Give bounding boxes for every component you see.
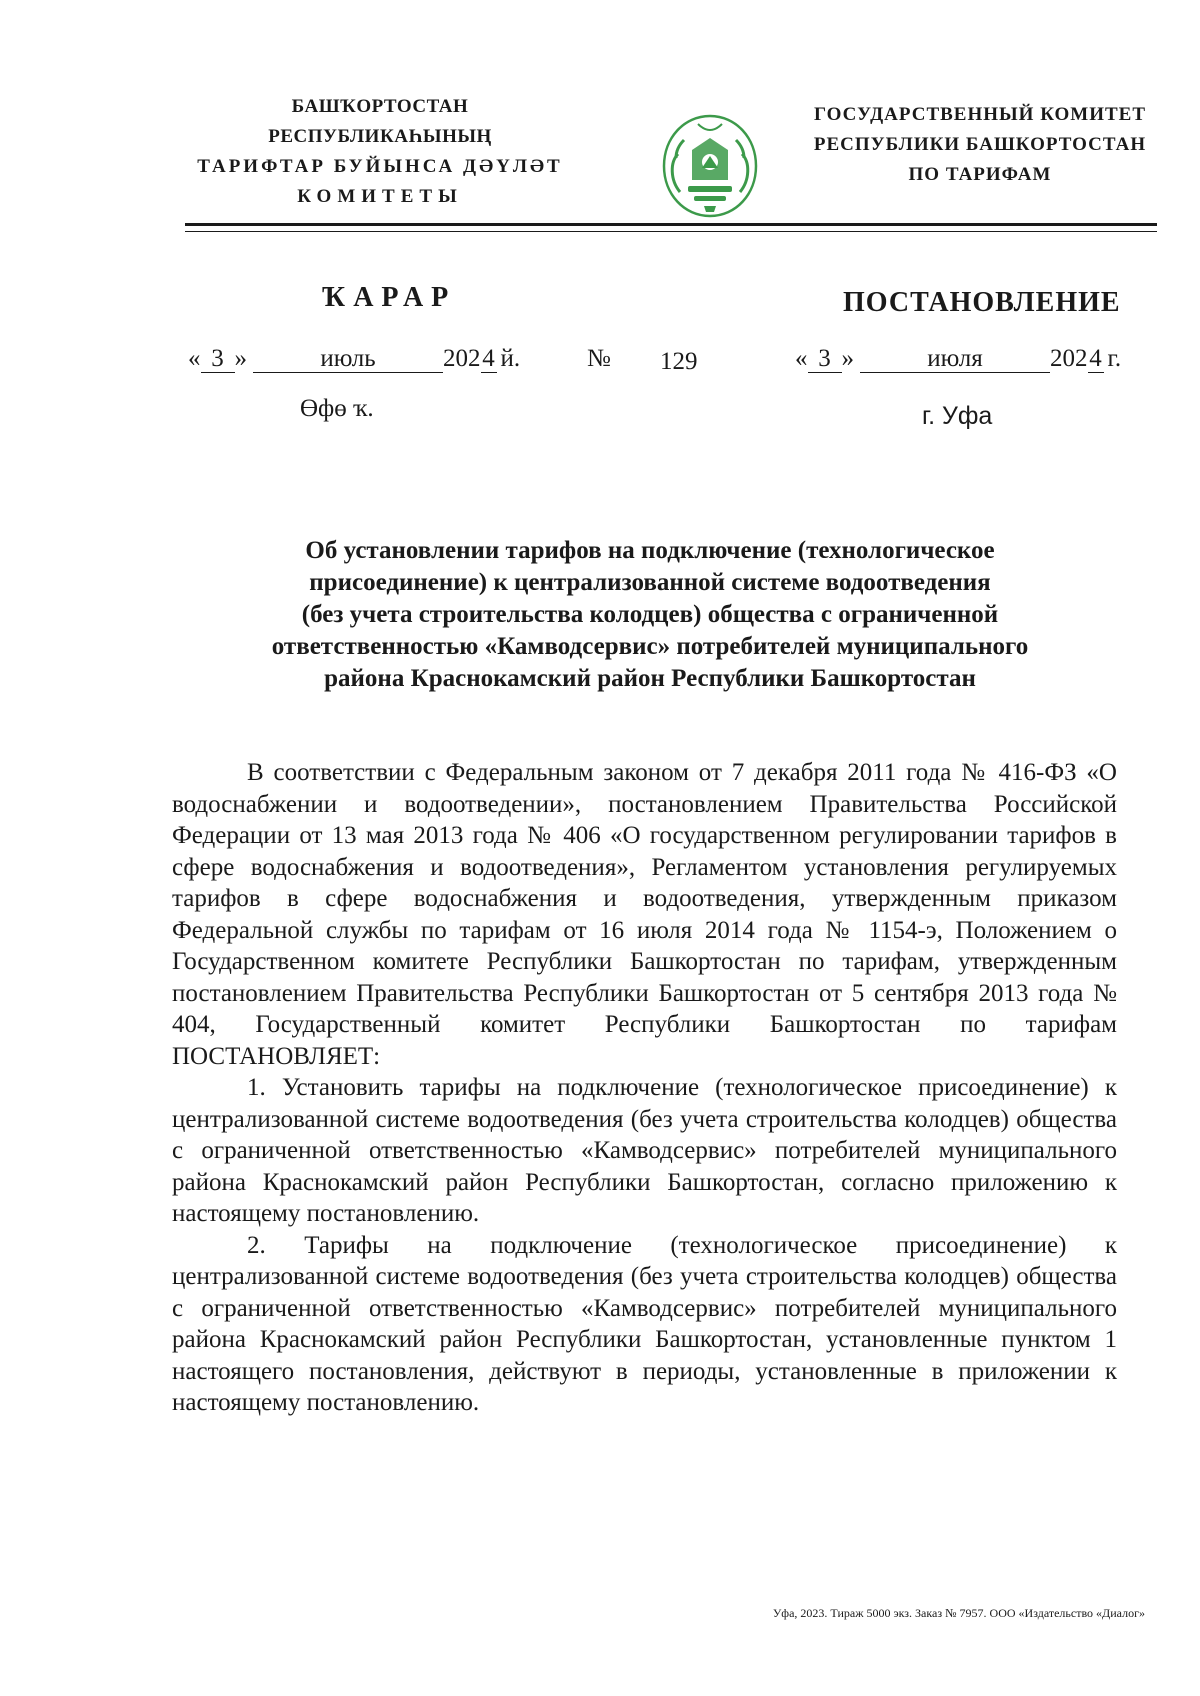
- date-russian: « 3 » июля 2024 г.: [795, 345, 1122, 372]
- title-line-4: ответственностью «Камводсервис» потребителей муниципального: [271, 633, 1029, 660]
- city-bashkir: Өфө ҡ.: [300, 395, 374, 422]
- date-russian-year-prefix: 202: [1050, 345, 1088, 372]
- city-russian: г. Уфа: [922, 402, 993, 430]
- header-bashkir-line-1: БАШҠОРТОСТАН РЕСПУБЛИКАҺЫНЫҢ: [268, 96, 492, 147]
- bashkortostan-emblem-icon: [658, 110, 762, 222]
- date-bashkir-year-marker: й.: [500, 345, 521, 372]
- paragraph-preamble: В соответствии с Федеральным законом от 7 декабря 2011 года № 416-ФЗ «О водоснабжении и водоотведении», постановлением Правительства Российской Федерации от 13 мая 2013 года № 406 «О государственном регулировании тарифов в сфере водоснабжения и водоотведения», Регламентом установления регулируемых тарифов в сфере водоснабжения и водоотведения, утвержденным приказом Федеральной службы по тарифам от 16 июля 2014 года № 1154-э, Положением о Государственном комитете Республики Башкортостан по тарифам, утвержденным постановлением Правительства Республики Башкортостан от 5 сентября 2013 года № 404, Государственный комитет Республики Башкортостан по тарифам ПОСТАНОВЛЯЕТ:: [172, 759, 1117, 1070]
- doc-type-russian: ПОСТАНОВЛЕНИЕ: [843, 287, 1121, 318]
- date-bashkir: « 3 » июль 2024 й.: [188, 345, 521, 372]
- paragraph-item-2: 2. Тарифы на подключение (технологическое присоединение) к централизованной системе водоотведения (без учета строительства колодцев) общества с ограниченной ответственностью «Камводсервис» потребителей муниципального района Краснокамский район Республики Башкортостан, установленные пунктом 1 настоящего постановления, действуют в периоды, установленные в приложении к настоящему постановлению.: [172, 1231, 1117, 1416]
- date-bashkir-year-prefix: 202: [443, 345, 481, 372]
- date-russian-day: 3: [808, 346, 842, 373]
- date-russian-year-marker: г.: [1107, 345, 1122, 372]
- print-footer: Уфа, 2023. Тираж 5000 экз. Заказ № 7957. ООО «Издательство «Диалог»: [772, 1606, 1145, 1620]
- header-bashkir-line-2: ТАРИФТАР БУЙЫНСА ДӘҮЛӘТ: [197, 156, 563, 177]
- title-line-1: Об установлении тарифов на подключение (технологическое: [305, 537, 995, 564]
- title-line-5: района Краснокамский район Республики Башкортостан: [324, 665, 976, 692]
- header-russian-line-1: ГОСУДАРСТВЕННЫЙ КОМИТЕТ: [813, 104, 1147, 125]
- header-russian-line-2: РЕСПУБЛИКИ БАШКОРТОСТАН: [813, 134, 1147, 155]
- date-bashkir-day: 3: [201, 346, 235, 373]
- date-bashkir-month: июль: [253, 346, 443, 373]
- title-line-3: (без учета строительства колодцев) общества с ограниченной: [301, 601, 999, 628]
- header-bashkir: [180, 92, 580, 212]
- doc-type-bashkir: ҠАРАР: [322, 282, 457, 313]
- header-divider-thick: [185, 223, 1157, 226]
- doc-number-sign: №: [587, 345, 611, 372]
- document-body: [172, 757, 1117, 1419]
- paragraph-item-1: 1. Установить тарифы на подключение (технологическое присоединение) к централизованной системе водоотведения (без учета строительства колодцев) общества с ограниченной ответственностью «Камводсервис» потребителей муниципального района Краснокамский район Республики Башкортостан, согласно приложению к настоящему постановлению.: [172, 1074, 1117, 1227]
- doc-number: 129: [660, 348, 698, 375]
- date-russian-year-suffix: 4: [1089, 345, 1102, 372]
- header-bashkir-line-3: КОМИТЕТЫ: [297, 186, 463, 207]
- date-russian-month: июля: [860, 346, 1050, 373]
- date-bashkir-year-suffix: 4: [482, 345, 495, 372]
- header-divider-thin: [185, 231, 1157, 232]
- header-russian-line-3: ПО ТАРИФАМ: [908, 164, 1052, 185]
- title-line-2: присоединение) к централизованной системе водоотведения: [309, 569, 991, 596]
- header-russian: [780, 100, 1180, 190]
- document-title: [200, 535, 1100, 695]
